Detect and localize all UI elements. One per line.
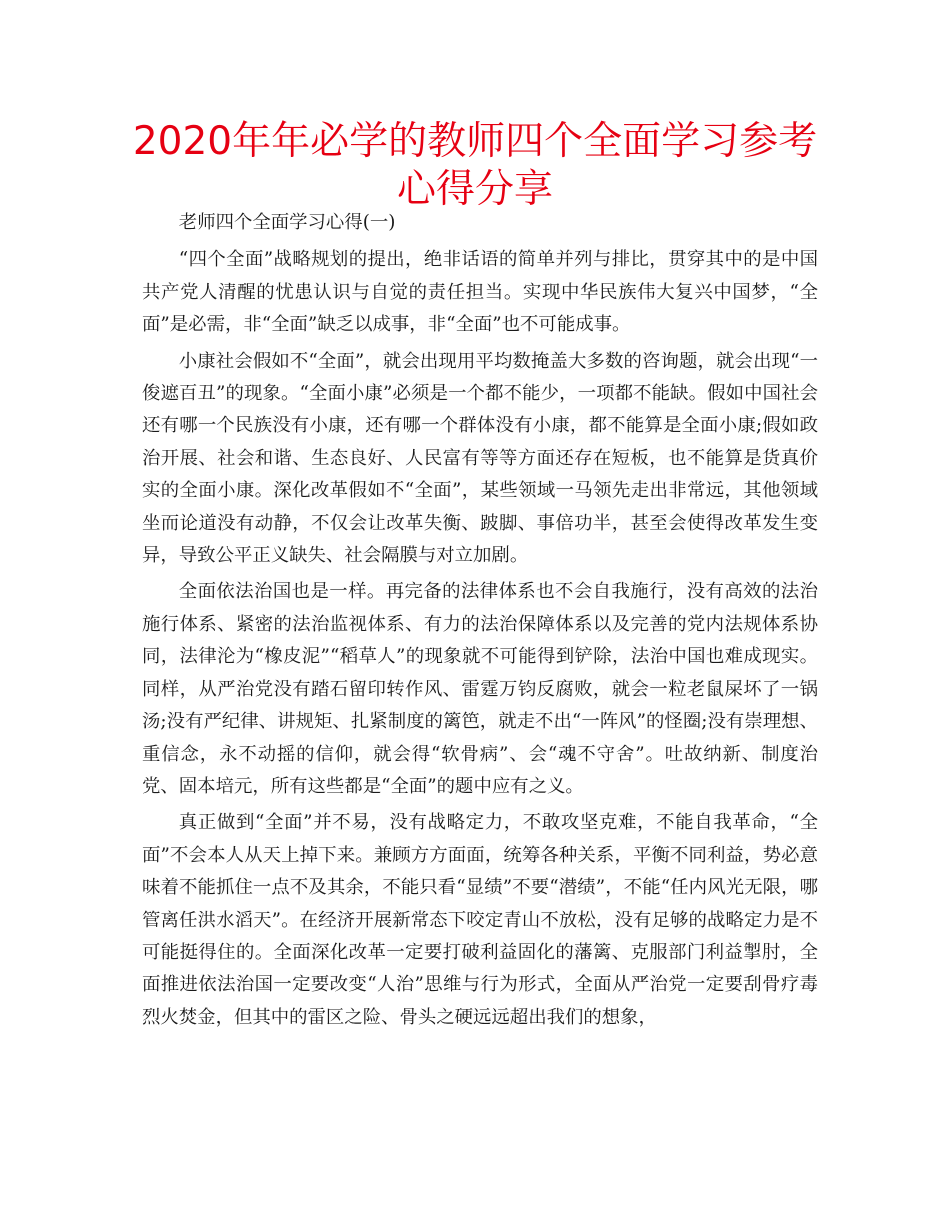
section-subheading: 老师四个全面学习心得(一): [178, 212, 396, 233]
document-body: [142, 207, 818, 1038]
paragraph-3: 全面依法治国也是一样。再完备的法律体系也不会自我施行，没有高效的法治施行体系、紧密的法治监视体系、有力的法治保障体系以及完善的党内法规体系协同，法律沦为“橡皮泥”“稻草人”的现象就不可能得到铲除，法治中国也难成现实。同样，从严治党没有踏石留印转作风、雷霆万钧反腐败，就会一粒老鼠屎坏了一锅汤;没有严纪律、讲规矩、扎紧制度的篱笆，就走不出“一阵风”的怪圈;没有崇理想、重信念，永不动摇的信仰，就会得“软骨病”、会“魂不守舍”。吐故纳新、制度治党、固本培元，所有这些都是“全面”的题中应有之义。: [142, 581, 818, 797]
paragraph-1: “四个全面”战略规划的提出，绝非话语的简单并列与排比，贯穿其中的是中国共产党人清醒的忧患认识与自觉的责任担当。实现中华民族伟大复兴中国梦，“全面”是必需，非“全面”缺乏以成事，非“全面”也不可能成事。: [142, 249, 818, 336]
document-title: 2020年年必学的教师四个全面学习参考心得分享: [132, 119, 818, 212]
paragraph-4: 真正做到“全面”并不易，没有战略定力，不敢攻坚克难，不能自我革命，“全面”不会本人从天上掉下来。兼顾方方面面，统筹各种关系，平衡不同利益，势必意味着不能抓住一点不及其余，不能只看“显绩”不要“潜绩”，不能“任内风光无限，哪管离任洪水滔天”。在经济开展新常态下咬定青山不放松，没有足够的战略定力是不可能挺得住的。全面深化改革一定要打破利益固化的藩篱、克服部门利益掣肘，全面推进依法治国一定要改变“人治”思维与行为形式，全面从严治党一定要刮骨疗毒烈火焚金，但其中的雷区之险、骨头之硬远远超出我们的想象，: [142, 812, 818, 1028]
paragraph-2: 小康社会假如不“全面”，就会出现用平均数掩盖大多数的咨询题，就会出现“一俊遮百丑”的现象。“全面小康”必须是一个都不能少，一项都不能缺。假如中国社会还有哪一个民族没有小康，还有哪一个群体没有小康，都不能算是全面小康;假如政治开展、社会和谐、生态良好、人民富有等等方面还存在短板，也不能算是货真价实的全面小康。深化改革假如不“全面”，某些领域一马领先走出非常远，其他领域坐而论道没有动静，不仅会让改革失衡、跛脚、事倍功半，甚至会使得改革发生变异，导致公平正义缺失、社会隔膜与对立加剧。: [142, 350, 818, 567]
